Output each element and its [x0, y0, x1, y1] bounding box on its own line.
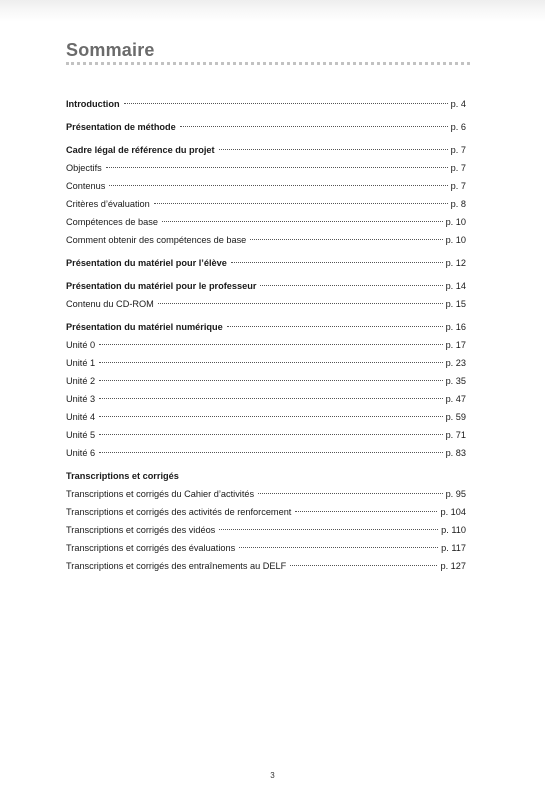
- dot-leader: [295, 511, 437, 512]
- toc-entry: [66, 295, 466, 313]
- toc-entry: [66, 231, 466, 249]
- toc-entry-label: Cadre légal de référence du projet: [66, 145, 215, 155]
- toc-entry: [66, 485, 466, 503]
- toc-entry-page: p. 15: [445, 299, 466, 309]
- dot-leader: [290, 565, 437, 566]
- toc-entry-label: Contenu du CD-ROM: [66, 299, 154, 309]
- dot-leader: [99, 380, 442, 381]
- toc-entry-label: Unité 5: [66, 430, 96, 440]
- toc-entry-label: Unité 4: [66, 412, 96, 422]
- toc-entry: [66, 213, 466, 231]
- toc-entry-page: p. 23: [445, 358, 466, 368]
- toc-entry: [66, 372, 466, 390]
- toc-entry-label: Unité 3: [66, 394, 96, 404]
- toc-entry-label: Transcriptions et corrigés des vidéos: [66, 525, 216, 535]
- toc-entry-page: p. 7: [450, 163, 466, 173]
- toc-entry-label: Contenus: [66, 181, 106, 191]
- dot-leader: [250, 239, 442, 240]
- dot-leader: [258, 493, 442, 494]
- toc-entry-page: p. 4: [450, 99, 466, 109]
- dot-leader: [231, 262, 443, 263]
- toc-entry: [66, 521, 466, 539]
- toc-entry-label: Unité 1: [66, 358, 96, 368]
- toc-entry-label: Objectifs: [66, 163, 102, 173]
- toc-entry: [66, 159, 466, 177]
- dot-leader: [124, 103, 448, 104]
- page-number: 3: [270, 771, 275, 780]
- toc-entry: [66, 539, 466, 557]
- toc-entry-page: p. 8: [450, 199, 466, 209]
- toc-entry-page: p. 10: [445, 235, 466, 245]
- toc-entry-label: Présentation de méthode: [66, 122, 176, 132]
- toc-entry-label: Transcriptions et corrigés du Cahier d’activités: [66, 489, 255, 499]
- toc-entry-page: p. 7: [450, 145, 466, 155]
- toc-entry-label: Transcriptions et corrigés: [66, 471, 179, 481]
- toc-entry-label: Transcriptions et corrigés des entraînements au DELF: [66, 561, 287, 571]
- toc-entry-page: p. 127: [440, 561, 466, 571]
- dot-leader: [99, 398, 442, 399]
- toc-entry: [66, 444, 466, 462]
- toc-entry-label: Comment obtenir des compétences de base: [66, 235, 247, 245]
- toc-entry-page: p. 16: [445, 322, 466, 332]
- toc-entry-page: p. 35: [445, 376, 466, 386]
- toc-entry-label: Transcriptions et corrigés des activités de renforcement: [66, 507, 292, 517]
- dot-leader: [154, 203, 448, 204]
- toc-entry-label: Unité 2: [66, 376, 96, 386]
- toc-entry: [66, 390, 466, 408]
- dot-leader: [158, 303, 443, 304]
- dot-leader: [99, 434, 442, 435]
- toc-section-entry: [66, 318, 466, 336]
- dot-leader: [106, 167, 448, 168]
- table-of-contents: [66, 95, 466, 575]
- toc-entry-page: p. 104: [440, 507, 466, 517]
- toc-entry-page: p. 6: [450, 122, 466, 132]
- dot-leader: [180, 126, 448, 127]
- dot-leader: [227, 326, 443, 327]
- dot-leader: [99, 416, 442, 417]
- toc-entry-page: p. 59: [445, 412, 466, 422]
- page-title: Sommaire: [66, 40, 155, 60]
- toc-section-entry: [66, 277, 466, 295]
- toc-entry: [66, 426, 466, 444]
- dot-leader: [239, 547, 438, 548]
- toc-entry-label: Présentation du matériel pour l’élève: [66, 258, 227, 268]
- toc-entry-label: Transcriptions et corrigés des évaluations: [66, 543, 236, 553]
- toc-entry: [66, 557, 466, 575]
- toc-entry-page: p. 117: [441, 543, 466, 553]
- toc-entry: [66, 195, 466, 213]
- dot-leader: [109, 185, 447, 186]
- toc-entry-page: p. 10: [445, 217, 466, 227]
- toc-section-entry: [66, 95, 466, 113]
- toc-entry-label: Introduction: [66, 99, 120, 109]
- toc-section-entry: [66, 141, 466, 159]
- dot-leader: [99, 362, 442, 363]
- toc-entry-label: Présentation du matériel pour le professeur: [66, 281, 257, 291]
- toc-entry-page: p. 47: [445, 394, 466, 404]
- toc-entry-page: p. 7: [450, 181, 466, 191]
- dot-leader: [219, 529, 438, 530]
- toc-entry-label: Unité 0: [66, 340, 96, 350]
- toc-entry-page: p. 71: [445, 430, 466, 440]
- dot-leader: [219, 149, 448, 150]
- toc-entry: [66, 354, 466, 372]
- toc-entry-page: p. 17: [445, 340, 466, 350]
- dot-leader: [162, 221, 443, 222]
- toc-entry-page: p. 14: [445, 281, 466, 291]
- dot-leader: [260, 285, 442, 286]
- toc-entry-label: Critères d’évaluation: [66, 199, 150, 209]
- toc-section-entry: [66, 467, 466, 485]
- toc-entry-label: Présentation du matériel numérique: [66, 322, 223, 332]
- toc-entry: [66, 336, 466, 354]
- toc-entry-page: p. 95: [445, 489, 466, 499]
- toc-entry-page: p. 110: [441, 525, 466, 535]
- toc-section-entry: [66, 118, 466, 136]
- toc-section-entry: [66, 254, 466, 272]
- toc-entry-label: Compétences de base: [66, 217, 158, 227]
- dot-leader: [99, 344, 442, 345]
- toc-entry-label: Unité 6: [66, 448, 96, 458]
- toc-entry-page: p. 83: [445, 448, 466, 458]
- toc-entry: [66, 503, 466, 521]
- dot-leader: [99, 452, 442, 453]
- toc-entry-page: p. 12: [445, 258, 466, 268]
- title-divider: [66, 62, 470, 65]
- toc-entry: [66, 408, 466, 426]
- toc-entry: [66, 177, 466, 195]
